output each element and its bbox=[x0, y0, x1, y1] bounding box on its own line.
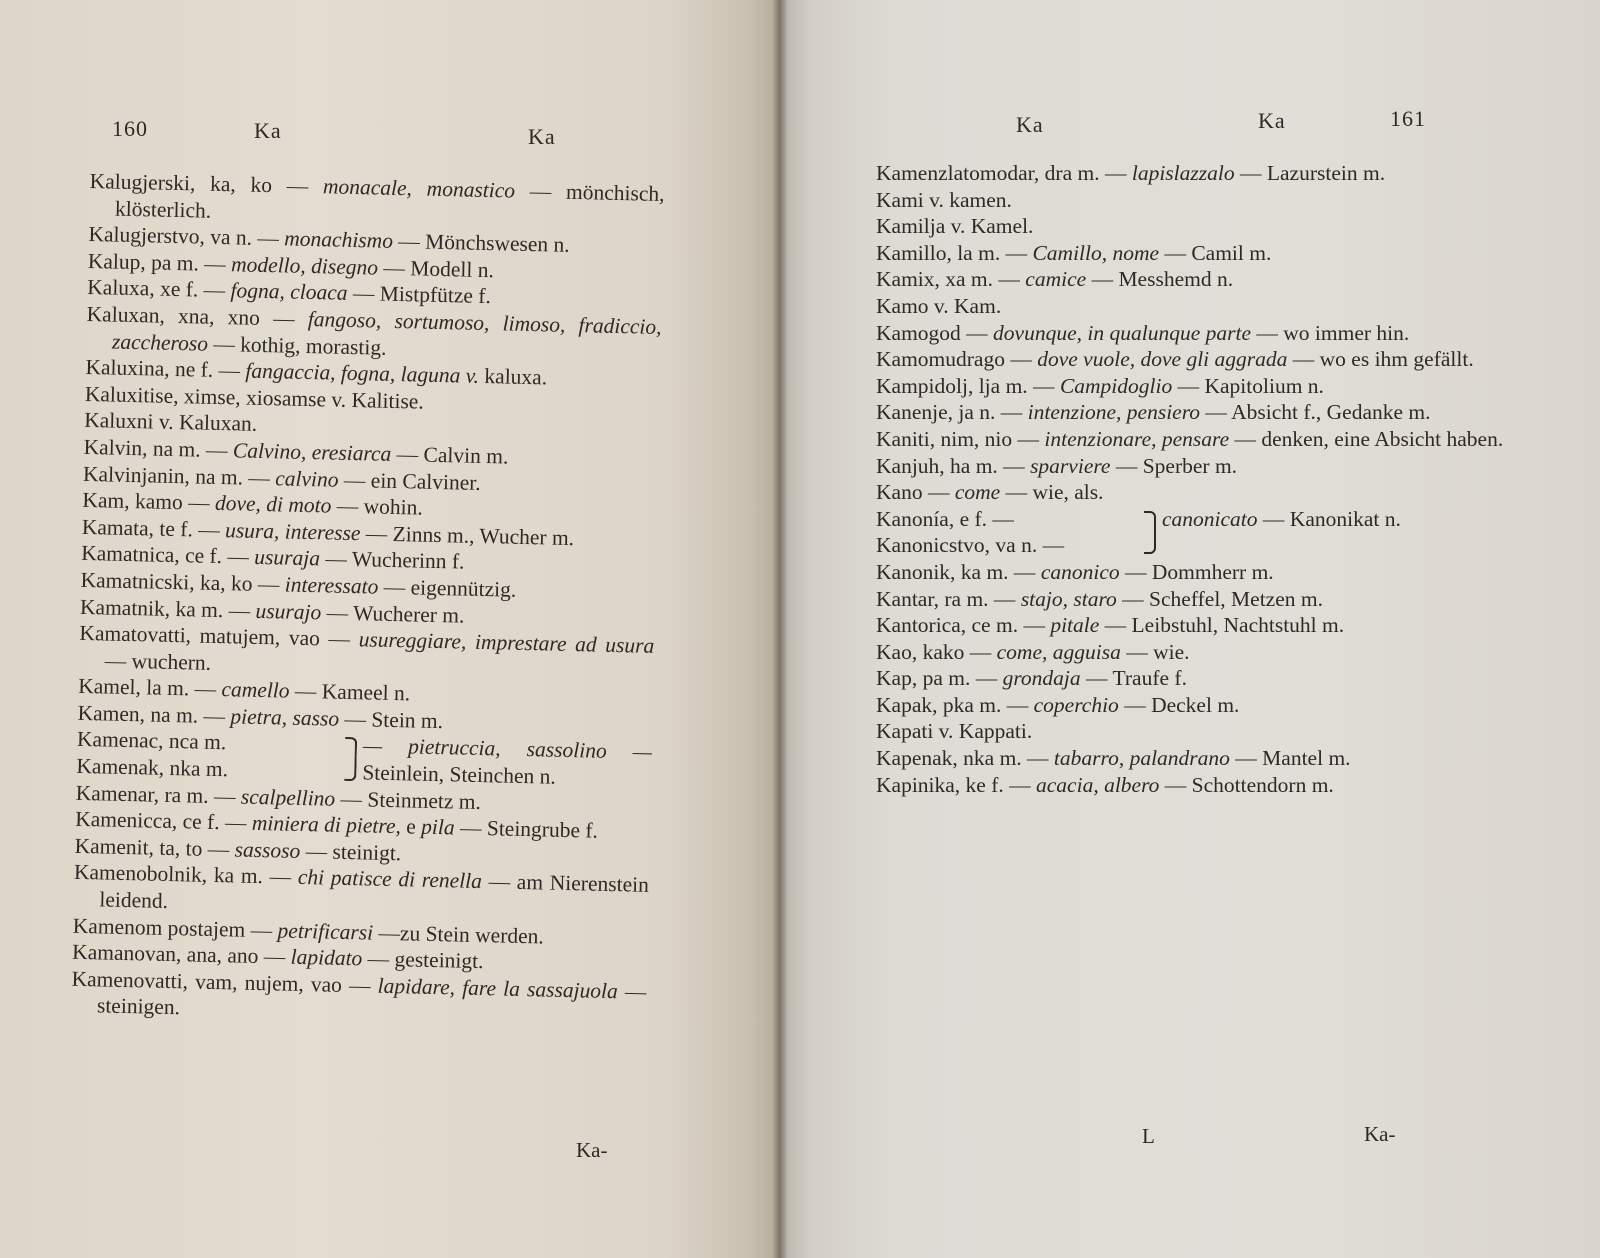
entry-headword: Kapak, pka m. — bbox=[876, 692, 1029, 717]
italian-gloss: canonico bbox=[1040, 559, 1120, 584]
running-head-left: Ka bbox=[254, 118, 282, 143]
entry-headword: Kamogod — bbox=[876, 320, 988, 345]
dictionary-entries bbox=[876, 160, 1541, 798]
entry-headword: Kamatnica, ce f. — bbox=[80, 541, 250, 570]
german-gloss: — Mistpfütze f. bbox=[352, 281, 492, 309]
entry-headword: Kapinika, ke f. — bbox=[876, 772, 1031, 797]
german-gloss: — Kanonikat n. bbox=[1262, 506, 1401, 531]
running-head-left: Ka bbox=[1016, 112, 1044, 137]
group-headwords bbox=[76, 726, 341, 785]
german-gloss: — steinigen. bbox=[96, 979, 647, 1020]
dictionary-entry bbox=[876, 426, 1541, 453]
german-gloss: — wohin. bbox=[336, 493, 424, 520]
brace-bracket bbox=[344, 737, 357, 780]
entry-headword: Kao, kako — bbox=[876, 639, 992, 664]
entry-headword: Kaluxa, xe f. — bbox=[87, 275, 226, 303]
german-gloss: — wie. bbox=[1126, 639, 1190, 664]
entry-headword: Kamenom postajem — bbox=[72, 913, 273, 942]
dictionary-entry bbox=[876, 479, 1541, 506]
entry-headword: Kanenje, ja n. — bbox=[876, 400, 1023, 425]
dictionary-entry bbox=[876, 373, 1541, 400]
dictionary-entry bbox=[876, 187, 1541, 214]
italian-gloss: chi patisce di renella bbox=[297, 865, 483, 894]
right-page bbox=[780, 0, 1600, 1258]
german-gloss: — Dommherr m. bbox=[1125, 559, 1274, 584]
german-gloss: — Kapitolium n. bbox=[1177, 373, 1324, 398]
entry-headword: Kamenicca, ce f. — bbox=[74, 807, 247, 835]
italian-gloss: coperchio bbox=[1033, 692, 1119, 717]
dictionary-entry bbox=[876, 692, 1541, 719]
page-number: 161 bbox=[1390, 106, 1426, 131]
entry-headword: Kap, pa m. — bbox=[876, 666, 998, 691]
italian-gloss: usurajo bbox=[255, 598, 322, 624]
italian-gloss: pitale bbox=[1050, 613, 1100, 638]
entry-headword: Kaluxan, xna, xno — bbox=[86, 301, 295, 331]
italian-gloss: Camillo, nome bbox=[1032, 240, 1160, 265]
group-headwords bbox=[876, 506, 1140, 559]
entry-headword: Kano — bbox=[876, 480, 950, 505]
italian-gloss: monacale, monastico bbox=[322, 174, 516, 203]
entry-headword: Kantar, ra m. — bbox=[876, 586, 1016, 611]
entry-headword: Kaluxni v. Kaluxan. bbox=[84, 408, 258, 437]
dictionary-entry bbox=[876, 745, 1541, 772]
italian-gloss: come, agguisa bbox=[996, 639, 1121, 664]
entry-headword: Kantorica, ce m. — bbox=[876, 613, 1045, 638]
left-page bbox=[0, 0, 780, 1258]
entry-headword: Kamenar, ra m. — bbox=[75, 780, 236, 809]
italian-gloss: fangoso, sortumoso, limoso, fradiccio, zaccheroso bbox=[111, 306, 662, 356]
german-gloss: — Steingrube f. bbox=[459, 815, 599, 843]
entry-headword: Kalup, pa m. — bbox=[87, 248, 227, 276]
entry-headword: Kamilja v. Kamel. bbox=[876, 214, 1034, 239]
dictionary-entry bbox=[876, 612, 1541, 639]
italian-gloss: calvino bbox=[275, 465, 339, 492]
german-gloss: — am Nierenstein leidend. bbox=[99, 869, 650, 913]
dictionary-entry bbox=[876, 320, 1541, 347]
italian-gloss: modello, disegno bbox=[230, 252, 379, 280]
german-gloss: — Mönchswesen n. bbox=[398, 229, 570, 258]
italian-gloss: petrificarsi bbox=[277, 918, 374, 945]
catchword: Ka- bbox=[1364, 1122, 1396, 1146]
entry-headword: Kamen, na m. — bbox=[77, 700, 226, 729]
running-head-center: Ka bbox=[1258, 108, 1286, 133]
italian-gloss: intenzione, pensiero bbox=[1027, 400, 1201, 425]
italian-gloss: usuraja bbox=[254, 545, 321, 571]
german-gloss: — mönchisch, klösterlich. bbox=[114, 178, 665, 223]
italian-gloss: lapislazzalo bbox=[1131, 161, 1235, 185]
german-gloss: — Schottendorn m. bbox=[1164, 772, 1334, 797]
italian-gloss: come bbox=[954, 480, 1001, 505]
dictionary-entries bbox=[71, 168, 665, 1032]
dictionary-entry bbox=[876, 772, 1541, 799]
italian-gloss: camice bbox=[1025, 267, 1087, 292]
entry-headword: Kalugjerski, ka, ko — bbox=[89, 168, 309, 198]
entry-headword: Kapenak, nka m. — bbox=[876, 746, 1049, 771]
entry-headword: Kaluxitise, ximse, xiosamse v. Kalitise. bbox=[84, 381, 425, 414]
entry-headword: Kampidolj, lja m. — bbox=[876, 373, 1055, 398]
dictionary-entry bbox=[876, 639, 1541, 666]
entry-headword: Kamata, te f. — bbox=[81, 514, 221, 542]
italian-gloss: fangaccia, fogna, laguna v. bbox=[245, 358, 480, 389]
italian-gloss: dovunque, in qualunque parte bbox=[993, 320, 1252, 345]
entry-headword: Kalugjerstvo, va n. — bbox=[88, 222, 280, 251]
entry-headword: Kamatnicski, ka, ko — bbox=[80, 567, 280, 597]
dictionary-entry bbox=[876, 453, 1541, 480]
german-gloss: — Stein m. bbox=[344, 706, 444, 734]
german-gloss: — gesteinigt. bbox=[367, 946, 484, 974]
entry-headword: Kapati v. Kappati. bbox=[876, 719, 1033, 744]
german-gloss: —zu Stein werden. bbox=[378, 920, 545, 949]
signature-mark: L bbox=[1142, 1124, 1155, 1148]
german-gloss: — Leibstuhl, Nachtstuhl m. bbox=[1104, 613, 1345, 638]
brace-bracket bbox=[1144, 511, 1156, 554]
entry-headword: Kami v. kamen. bbox=[876, 187, 1012, 212]
entry-headword: Kamenac, nca m. bbox=[76, 727, 227, 755]
german-gloss: — Camil m. bbox=[1164, 240, 1272, 265]
entry-headword: Kamenak, nka m. bbox=[76, 753, 229, 782]
entry-headword: Kamel, la m. — bbox=[77, 674, 217, 702]
german-gloss: — Kameel n. bbox=[294, 679, 411, 706]
entry-headword: Kaniti, nim, nio — bbox=[876, 426, 1040, 451]
italian-gloss: fogna, cloaca bbox=[230, 278, 348, 306]
dictionary-entry bbox=[876, 665, 1541, 692]
book-spine bbox=[772, 0, 788, 1258]
german-gloss: — Sperber m. bbox=[1115, 453, 1238, 478]
german-gloss: — steinigt. bbox=[305, 838, 402, 866]
german-gloss: — eigennützig. bbox=[383, 574, 517, 602]
italian-gloss: canonicato bbox=[1162, 506, 1258, 531]
italian-gloss: scalpellino bbox=[240, 784, 336, 811]
group-gloss bbox=[1162, 506, 1541, 559]
entry-headword: Kanonicstvo, va n. — bbox=[876, 533, 1065, 558]
dictionary-entry bbox=[876, 718, 1541, 745]
italian-gloss: camello bbox=[221, 677, 290, 703]
italian-gloss: lapidare, fare la sassajuola bbox=[377, 973, 619, 1003]
entry-headword: Kanonik, ka m. — bbox=[876, 559, 1036, 584]
italian-gloss: pila bbox=[420, 814, 455, 840]
italian-gloss: acacia, albero bbox=[1036, 772, 1160, 797]
entry-headword: Kamatnik, ka m. — bbox=[79, 594, 251, 623]
italian-gloss: sassoso bbox=[234, 837, 301, 863]
italian-gloss: pietra, sasso bbox=[230, 704, 340, 731]
catchword: Ka- bbox=[576, 1138, 608, 1162]
entry-headword: Kamomudrago — bbox=[876, 347, 1032, 372]
bracketed-entry-group bbox=[876, 506, 1541, 559]
running-head-center: Ka bbox=[528, 124, 556, 149]
italian-gloss: lapidato bbox=[290, 944, 363, 971]
italian-gloss: dove, di moto bbox=[214, 491, 332, 518]
german-gloss: — Deckel m. bbox=[1124, 692, 1240, 717]
italian-gloss: sparviere bbox=[1030, 453, 1111, 478]
italian-gloss: intenzionare, pensare bbox=[1044, 426, 1230, 451]
dictionary-entry bbox=[876, 559, 1541, 586]
entry-headword: Kamatovatti, matujem, vao — bbox=[79, 620, 351, 652]
italian-gloss: usura, interesse bbox=[224, 517, 361, 545]
german-gloss: — Mantel m. bbox=[1235, 746, 1351, 771]
german-gloss: e bbox=[406, 814, 417, 839]
german-gloss: — wo es ihm gefällt. bbox=[1292, 347, 1474, 372]
german-gloss: Steinlein, Steinchen n. bbox=[362, 760, 557, 789]
german-gloss: kaluxa. bbox=[484, 364, 548, 390]
entry-headword: Kamix, xa m. — bbox=[876, 267, 1020, 292]
entry-headword: Kamillo, la m. — bbox=[876, 240, 1028, 265]
german-gloss: — Zinns m., Wucher m. bbox=[365, 521, 575, 550]
italian-gloss: dove vuole, dove gli aggrada bbox=[1037, 347, 1288, 372]
page-number: 160 bbox=[112, 116, 148, 141]
german-gloss: — Modell n. bbox=[383, 255, 495, 282]
dictionary-entry bbox=[876, 586, 1541, 613]
dictionary-entry bbox=[876, 160, 1541, 187]
entry-headword: Kamenobolnik, ka m. — bbox=[73, 860, 292, 890]
italian-gloss: usureggiare, imprestare ad usura bbox=[358, 627, 655, 659]
german-gloss: — kothig, morastig. bbox=[213, 331, 387, 360]
german-gloss: — Steinmetz m. bbox=[340, 786, 482, 814]
italian-gloss: Calvino, eresiarca bbox=[232, 438, 392, 466]
italian-gloss: miniera di pietre, bbox=[251, 811, 402, 839]
german-gloss: — Calvin m. bbox=[396, 441, 509, 469]
italian-gloss: Campidoglio bbox=[1059, 373, 1173, 398]
italian-gloss: tabarro, palandrano bbox=[1053, 746, 1230, 771]
italian-gloss: stajo, staro bbox=[1020, 586, 1117, 611]
german-gloss: — wuchern. bbox=[104, 648, 212, 675]
italian-gloss: interessato bbox=[284, 572, 379, 599]
german-gloss: — Absicht f., Gedanke m. bbox=[1205, 400, 1431, 425]
german-gloss: — wo immer hin. bbox=[1256, 320, 1410, 345]
dictionary-entry bbox=[876, 399, 1541, 426]
german-gloss: — Scheffel, Metzen m. bbox=[1122, 586, 1323, 611]
dictionary-entry bbox=[876, 346, 1541, 373]
entry-headword: Kamenzlatomodar, dra m. — bbox=[876, 161, 1127, 185]
italian-gloss: — pietruccia, sassolino — bbox=[362, 733, 653, 765]
entry-headword: Kalvin, na m. — bbox=[83, 434, 228, 463]
german-gloss: — ein Calviner. bbox=[343, 467, 481, 495]
entry-headword: Kam, kamo — bbox=[82, 488, 210, 515]
italian-gloss: grondaja bbox=[1002, 666, 1081, 691]
dictionary-entry bbox=[876, 266, 1541, 293]
entry-headword: Kamo v. Kam. bbox=[876, 293, 1002, 318]
entry-headword: Kalvinjanin, na m. — bbox=[82, 461, 271, 490]
german-gloss: — Wucherer m. bbox=[326, 599, 465, 628]
dictionary-entry bbox=[876, 293, 1541, 320]
italian-gloss: monachismo bbox=[284, 226, 394, 254]
german-gloss: — Traufe f. bbox=[1086, 666, 1187, 691]
entry-headword: Kamenovatti, vam, nujem, vao — bbox=[71, 966, 371, 998]
german-gloss: — Wucherinn f. bbox=[325, 546, 465, 574]
german-gloss: — denken, eine Absicht haben. bbox=[1234, 426, 1504, 451]
entry-headword: Kanonía, e f. — bbox=[876, 506, 1014, 531]
dictionary-entry bbox=[876, 213, 1541, 240]
entry-headword: Kaluxina, ne f. — bbox=[85, 355, 241, 383]
dictionary-entry bbox=[876, 240, 1541, 267]
german-gloss: — Messhemd n. bbox=[1091, 267, 1234, 292]
entry-headword: Kamenit, ta, to — bbox=[74, 833, 230, 862]
group-gloss bbox=[362, 733, 652, 793]
entry-headword: Kamanovan, ana, ano — bbox=[71, 940, 286, 969]
german-gloss: — Lazurstein m. bbox=[1239, 161, 1386, 185]
entry-headword: Kanjuh, ha m. — bbox=[876, 453, 1025, 478]
german-gloss: — wie, als. bbox=[1005, 480, 1104, 505]
